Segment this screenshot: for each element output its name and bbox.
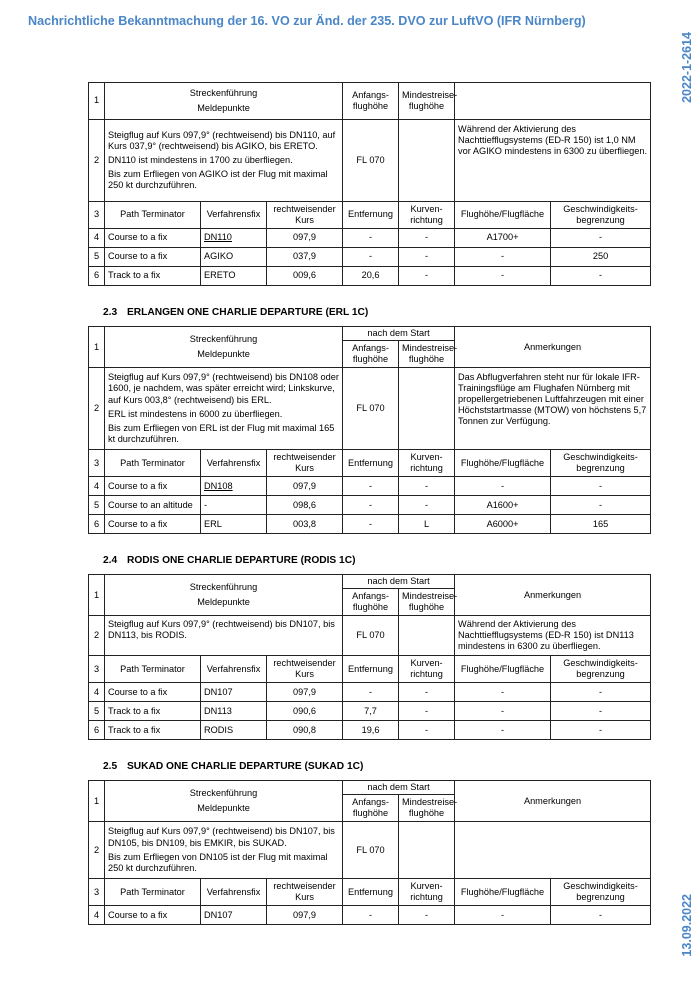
col-course: rechtweisender Kurs: [267, 202, 343, 229]
remark: Während der Aktivierung des Nachttiefflugsystems (ED-R 150) ist 1,0 NM vor AGIKO mindestens in 6300 zu überfliegen.: [455, 120, 651, 202]
header-min-alt: Mindestreise-flughöhe: [399, 341, 455, 368]
table-row: 6 Course to a fix ERL 003,8 - L A6000+ 165: [89, 515, 651, 534]
row-number: 3: [89, 879, 105, 906]
col-turn: Kurven-richtung: [399, 879, 455, 906]
route-description: Steigflug auf Kurs 097,9° (rechtweisend) bis DN107, bis DN105, bis DN109, bis EMKIR, bis SUKAD. Bis zum Erfliegen von DN105 ist der Flug mit maximal 250 kt durchzuführen.: [105, 822, 343, 879]
col-speed: Geschwindigkeits-begrenzung: [551, 879, 651, 906]
min-altitude: [399, 616, 455, 656]
header-routing: Streckenführung Meldepunkte: [105, 83, 343, 120]
row-number: 3: [89, 656, 105, 683]
col-path-terminator: Path Terminator: [105, 656, 201, 683]
row-number: 2: [89, 822, 105, 879]
section-title-2-4: 2.4 RODIS ONE CHARLIE DEPARTURE (RODIS 1C): [103, 555, 356, 566]
table-row: 4 Course to a fix DN107 097,9 - - - -: [89, 683, 651, 702]
header-routing: Streckenführung Meldepunkte: [105, 327, 343, 368]
table-row: 5 Track to a fix DN113 090,6 7,7 - - -: [89, 702, 651, 721]
header-initial-alt: Anfangs-flughöhe: [343, 589, 399, 616]
table-route-3: [88, 574, 651, 740]
header-after-start: nach dem Start: [343, 327, 455, 341]
row-number: 1: [89, 575, 105, 616]
table-row: 4 Course to a fix DN110 097,9 - - A1700+ -: [89, 229, 651, 248]
table-row: 4 Course to a fix DN107 097,9 - - - -: [89, 906, 651, 925]
route-description: Steigflug auf Kurs 097,9° (rechtweisend) bis DN107, bis DN113, bis RODIS.: [105, 616, 343, 656]
col-proc-fix: Verfahrensfix: [201, 656, 267, 683]
row-number: 1: [89, 781, 105, 822]
table-row: 5 Course to an altitude - 098,6 - - A1600+ -: [89, 496, 651, 515]
remark: Während der Aktivierung des Nachttiefflugsystems (ED-R 150) ist DN113 mindestens in 6300 zu überfliegen.: [455, 616, 651, 656]
row-number: 3: [89, 450, 105, 477]
route-description: Steigflug auf Kurs 097,9° (rechtweisend) bis DN108 oder 1600, je nachdem, was später erreicht wird; Linkskurve, auf Kurs 003,8° (rechtweisend) bis ERL. ERL ist mindestens in 6000 zu überfliegen. Bis zum Erfliegen von ERL ist der Flug mit maximal 165 kt durchzuführen.: [105, 368, 343, 450]
row-number: 1: [89, 83, 105, 120]
table-route-1: [88, 82, 651, 286]
table-row: 6 Track to a fix ERETO 009,6 20,6 - - -: [89, 267, 651, 286]
row-number: 2: [89, 120, 105, 202]
col-speed: Geschwindigkeits-begrenzung: [551, 202, 651, 229]
min-altitude: [399, 368, 455, 450]
col-path-terminator: Path Terminator: [105, 202, 201, 229]
col-speed: Geschwindigkeits-begrenzung: [551, 450, 651, 477]
header-min-alt: Mindestreise-flughöhe: [399, 795, 455, 822]
header-routing: Streckenführung Meldepunkte: [105, 575, 343, 616]
table-row: 4 Course to a fix DN108 097,9 - - - -: [89, 477, 651, 496]
header-empty: [455, 83, 651, 120]
table-route-4: [88, 780, 651, 925]
col-course: rechtweisender Kurs: [267, 656, 343, 683]
row-number: 2: [89, 368, 105, 450]
col-course: rechtweisender Kurs: [267, 879, 343, 906]
col-distance: Entfernung: [343, 879, 399, 906]
header-min-alt: Mindestreise-flughöhe: [399, 589, 455, 616]
col-altitude: Flughöhe/Flugfläche: [455, 202, 551, 229]
col-course: rechtweisender Kurs: [267, 450, 343, 477]
document-date: 13.09.2022: [680, 894, 694, 957]
row-number: 3: [89, 202, 105, 229]
col-distance: Entfernung: [343, 450, 399, 477]
row-number: 1: [89, 327, 105, 368]
remark: Das Abflugverfahren steht nur für lokale IFR-Trainingsflüge am Flughafen Nürnberg mit propellergetriebenen Luftfahrzeugen mit einer Höchststartmasse (MTOW) von höchstens 5,7 Tonnen zur Verfügung.: [455, 368, 651, 450]
col-path-terminator: Path Terminator: [105, 450, 201, 477]
min-altitude: [399, 822, 455, 879]
col-distance: Entfernung: [343, 202, 399, 229]
initial-altitude: FL 070: [343, 120, 399, 202]
initial-altitude: FL 070: [343, 368, 399, 450]
table-route-2: [88, 326, 651, 534]
header-initial-alt: Anfangs-flughöhe: [343, 795, 399, 822]
remark: [455, 822, 651, 879]
header-min-alt: Mindestreise-flughöhe: [399, 83, 455, 120]
col-speed: Geschwindigkeits-begrenzung: [551, 656, 651, 683]
header-initial-alt: Anfangs-flughöhe: [343, 83, 399, 120]
initial-altitude: FL 070: [343, 616, 399, 656]
header-remarks: Anmerkungen: [455, 781, 651, 822]
header-routing: Streckenführung Meldepunkte: [105, 781, 343, 822]
min-altitude: [399, 120, 455, 202]
col-proc-fix: Verfahrensfix: [201, 879, 267, 906]
col-turn: Kurven-richtung: [399, 656, 455, 683]
col-proc-fix: Verfahrensfix: [201, 450, 267, 477]
document-id: 2022-1-2614: [680, 32, 694, 103]
page-header: Nachrichtliche Bekanntmachung der 16. VO zur Änd. der 235. DVO zur LuftVO (IFR Nürnberg): [28, 14, 586, 28]
col-turn: Kurven-richtung: [399, 450, 455, 477]
col-turn: Kurven-richtung: [399, 202, 455, 229]
section-title-2-3: 2.3 ERLANGEN ONE CHARLIE DEPARTURE (ERL 1C): [103, 307, 369, 318]
route-description: Steigflug auf Kurs 097,9° (rechtweisend) bis DN110, auf Kurs 037,9° (rechtweisend) bis AGIKO, bis ERETO. DN110 ist mindestens in 1700 zu überfliegen. Bis zum Erfliegen von AGIKO ist der Flug mit maximal 250 kt durchzuführen.: [105, 120, 343, 202]
col-distance: Entfernung: [343, 656, 399, 683]
header-after-start: nach dem Start: [343, 781, 455, 795]
col-altitude: Flughöhe/Flugfläche: [455, 656, 551, 683]
table-row: 5 Course to a fix AGIKO 037,9 - - - 250: [89, 248, 651, 267]
col-proc-fix: Verfahrensfix: [201, 202, 267, 229]
col-altitude: Flughöhe/Flugfläche: [455, 879, 551, 906]
header-after-start: nach dem Start: [343, 575, 455, 589]
col-path-terminator: Path Terminator: [105, 879, 201, 906]
section-title-2-5: 2.5 SUKAD ONE CHARLIE DEPARTURE (SUKAD 1C): [103, 761, 364, 772]
header-initial-alt: Anfangs-flughöhe: [343, 341, 399, 368]
col-altitude: Flughöhe/Flugfläche: [455, 450, 551, 477]
row-number: 2: [89, 616, 105, 656]
initial-altitude: FL 070: [343, 822, 399, 879]
header-remarks: Anmerkungen: [455, 327, 651, 368]
header-remarks: Anmerkungen: [455, 575, 651, 616]
table-row: 6 Track to a fix RODIS 090,8 19,6 - - -: [89, 721, 651, 740]
